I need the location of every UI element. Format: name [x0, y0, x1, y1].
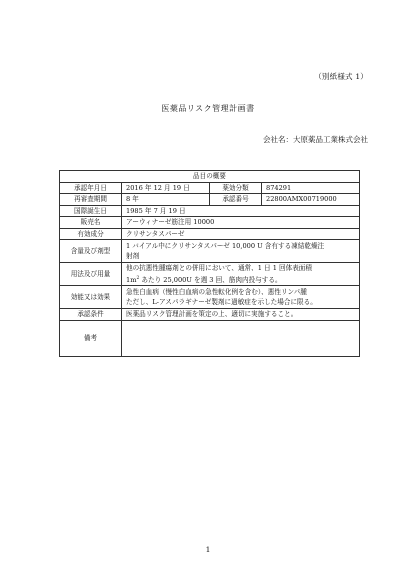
page-number: 1: [205, 545, 211, 554]
company-name: 会社名：大原薬品工業株式会社: [263, 135, 368, 144]
table-row: [60, 205, 360, 217]
form-label: （別紙様式 1）: [314, 72, 368, 81]
remarks-value: [122, 321, 360, 357]
brand-name-value: アーウィナーゼ筋注用 10000: [122, 217, 360, 229]
content-form-line-1: 1 バイアル中にクリサンタスパーゼ 10,000 U 含有する凍結乾燥注: [126, 241, 325, 250]
content-form-label: 含量及び剤型: [60, 240, 122, 263]
approval-date-value: 2016 年 12 月 19 日: [122, 182, 210, 194]
indication-line-1: 急性白血病（慢性白血病の急性転化例を含む）、悪性リンパ腫: [126, 287, 307, 296]
content-form-value: [122, 240, 360, 263]
table-row: [60, 217, 360, 229]
indication-value: [122, 286, 360, 309]
reexam-period-label: 再審査期間: [60, 194, 122, 206]
efficacy-class-value: 874291: [262, 182, 360, 194]
table-row: [60, 263, 360, 286]
table-row: [60, 321, 360, 357]
table-row: [60, 194, 360, 206]
approval-number-label: 承認番号: [210, 194, 262, 206]
remarks-label: 備考: [60, 321, 122, 357]
table-row: [60, 309, 360, 321]
intl-birth-date-label: 国際誕生日: [60, 205, 122, 217]
intl-birth-date-value: 1985 年 7 月 19 日: [122, 205, 360, 217]
dosage-line-2-start: 1m: [126, 275, 137, 284]
approval-conditions-label: 承認条件: [60, 309, 122, 321]
table-heading: 品目の概要: [60, 171, 360, 183]
indication-line-2: ただし、L-アスパラギナーゼ製剤に過敏症を示した場合に限る。: [126, 298, 317, 307]
dosage-line-2: [126, 274, 355, 286]
dosage-label: 用法及び用量: [60, 263, 122, 286]
reexam-period-value: 8 年: [122, 194, 210, 206]
dosage-line-1: 他の抗悪性腫瘍剤との併用において、通常、1 日 1 回体表面積: [126, 264, 312, 272]
dosage-superscript: 2: [136, 275, 140, 281]
active-ingredient-label: 有効成分: [60, 228, 122, 240]
approval-number-value: 22800AMX00719000: [262, 194, 360, 206]
document-title: 医薬品リスク管理計画書: [161, 104, 255, 113]
table-header-row: [60, 171, 360, 183]
dosage-value: [122, 263, 360, 286]
table-row: [60, 228, 360, 240]
active-ingredient-value: クリサンタスパーゼ: [122, 228, 360, 240]
table-row: [60, 182, 360, 194]
table-row: [60, 240, 360, 263]
efficacy-class-label: 薬効分類: [210, 182, 262, 194]
indication-label: 効能又は効果: [60, 286, 122, 309]
approval-date-label: 承認年月日: [60, 182, 122, 194]
table-row: [60, 286, 360, 309]
brand-name-label: 販売名: [60, 217, 122, 229]
content-form-line-2: 射剤: [126, 252, 140, 260]
product-summary-table: [59, 170, 360, 357]
approval-conditions-value: 医薬品リスク管理計画を策定の上、適切に実施すること。: [122, 309, 360, 321]
dosage-line-2-end: あたり 25,000U を週 3 回、筋肉内投与する。: [139, 275, 282, 284]
